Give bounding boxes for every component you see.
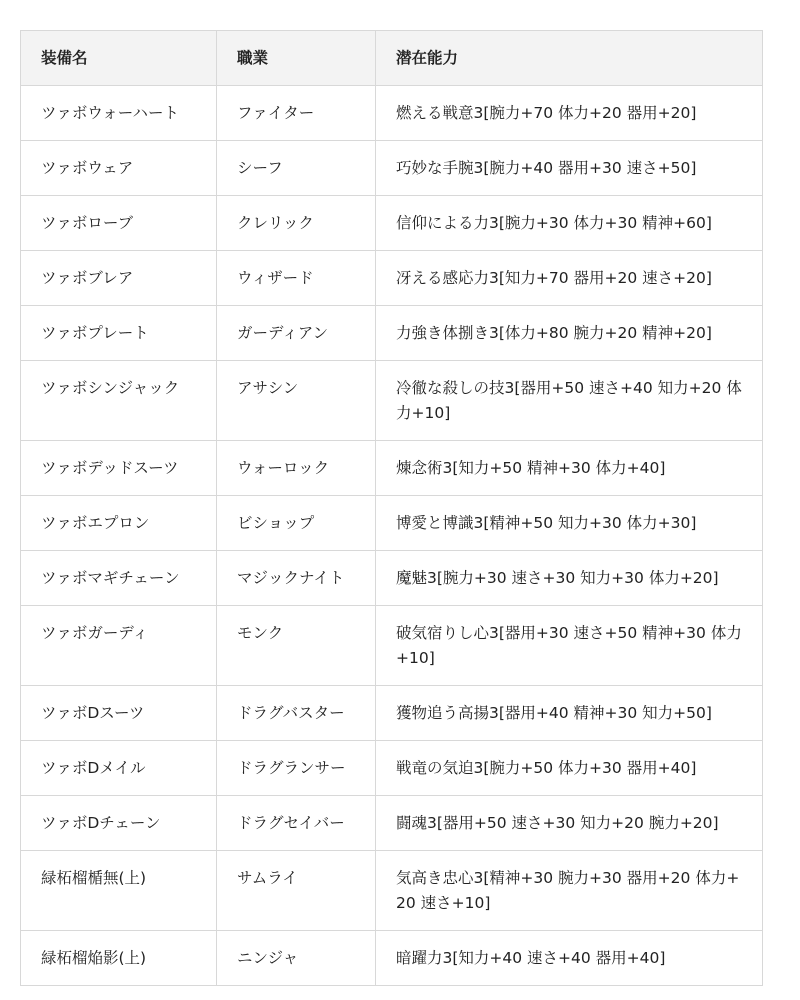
- table-row: [21, 606, 763, 686]
- job-cell: ウィザード: [217, 251, 376, 306]
- latent-ability-cell: 闘魂3[器用+50 速さ+30 知力+20 腕力+20]: [376, 796, 763, 851]
- job-cell: シーフ: [217, 141, 376, 196]
- equipment-name-cell: ツァボエプロン: [21, 496, 217, 551]
- table-row: [21, 551, 763, 606]
- job-cell: アサシン: [217, 361, 376, 441]
- table-row: [21, 496, 763, 551]
- job-cell: クレリック: [217, 196, 376, 251]
- job-cell: ドラグセイバー: [217, 796, 376, 851]
- equipment-name-cell: ツァボDスーツ: [21, 686, 217, 741]
- equipment-name-cell: ツァボローブ: [21, 196, 217, 251]
- equipment-name-cell: ツァボウェア: [21, 141, 217, 196]
- table-row: [21, 86, 763, 141]
- header-latent-ability: 潜在能力: [376, 31, 763, 86]
- latent-ability-cell: 巧妙な手腕3[腕力+40 器用+30 速さ+50]: [376, 141, 763, 196]
- table-row: [21, 851, 763, 931]
- equipment-name-cell: ツァボシンジャック: [21, 361, 217, 441]
- table-row: [21, 196, 763, 251]
- latent-ability-cell: 燃える戦意3[腕力+70 体力+20 器用+20]: [376, 86, 763, 141]
- latent-ability-cell: 気高き忠心3[精神+30 腕力+30 器用+20 体力+20 速さ+10]: [376, 851, 763, 931]
- job-cell: ウォーロック: [217, 441, 376, 496]
- job-cell: ビショップ: [217, 496, 376, 551]
- equipment-name-cell: ツァボウォーハート: [21, 86, 217, 141]
- latent-ability-cell: 魔魅3[腕力+30 速さ+30 知力+30 体力+20]: [376, 551, 763, 606]
- job-cell: ガーディアン: [217, 306, 376, 361]
- job-cell: ドラグバスター: [217, 686, 376, 741]
- latent-ability-cell: 力強き体捌き3[体力+80 腕力+20 精神+20]: [376, 306, 763, 361]
- table-row: [21, 796, 763, 851]
- latent-ability-cell: 煉念術3[知力+50 精神+30 体力+40]: [376, 441, 763, 496]
- job-cell: ドラグランサー: [217, 741, 376, 796]
- table-row: [21, 686, 763, 741]
- table-row: [21, 251, 763, 306]
- equipment-name-cell: ツァボプレート: [21, 306, 217, 361]
- table-row: [21, 361, 763, 441]
- latent-ability-cell: 獲物追う高揚3[器用+40 精神+30 知力+50]: [376, 686, 763, 741]
- equipment-name-cell: ツァボDチェーン: [21, 796, 217, 851]
- table-row: [21, 441, 763, 496]
- equipment-table: [20, 30, 763, 986]
- equipment-name-cell: ツァボブレア: [21, 251, 217, 306]
- latent-ability-cell: 暗躍力3[知力+40 速さ+40 器用+40]: [376, 931, 763, 986]
- latent-ability-cell: 破気宿りし心3[器用+30 速さ+50 精神+30 体力+10]: [376, 606, 763, 686]
- equipment-name-cell: ツァボマギチェーン: [21, 551, 217, 606]
- job-cell: モンク: [217, 606, 376, 686]
- latent-ability-cell: 戦竜の気迫3[腕力+50 体力+30 器用+40]: [376, 741, 763, 796]
- job-cell: ファイター: [217, 86, 376, 141]
- table-row: [21, 741, 763, 796]
- job-cell: ニンジャ: [217, 931, 376, 986]
- job-cell: サムライ: [217, 851, 376, 931]
- header-job: 職業: [217, 31, 376, 86]
- equipment-name-cell: ツァボガーディ: [21, 606, 217, 686]
- equipment-name-cell: ツァボDメイル: [21, 741, 217, 796]
- equipment-table-container: [20, 30, 762, 986]
- latent-ability-cell: 冷徹な殺しの技3[器用+50 速さ+40 知力+20 体力+10]: [376, 361, 763, 441]
- table-row: [21, 141, 763, 196]
- latent-ability-cell: 博愛と博識3[精神+50 知力+30 体力+30]: [376, 496, 763, 551]
- latent-ability-cell: 冴える感応力3[知力+70 器用+20 速さ+20]: [376, 251, 763, 306]
- table-row: [21, 306, 763, 361]
- latent-ability-cell: 信仰による力3[腕力+30 体力+30 精神+60]: [376, 196, 763, 251]
- table-header-row: [21, 31, 763, 86]
- equipment-name-cell: 緑柘榴楯無(上): [21, 851, 217, 931]
- equipment-name-cell: ツァボデッドスーツ: [21, 441, 217, 496]
- table-row: [21, 931, 763, 986]
- job-cell: マジックナイト: [217, 551, 376, 606]
- header-equipment-name: 装備名: [21, 31, 217, 86]
- equipment-name-cell: 緑柘榴焔影(上): [21, 931, 217, 986]
